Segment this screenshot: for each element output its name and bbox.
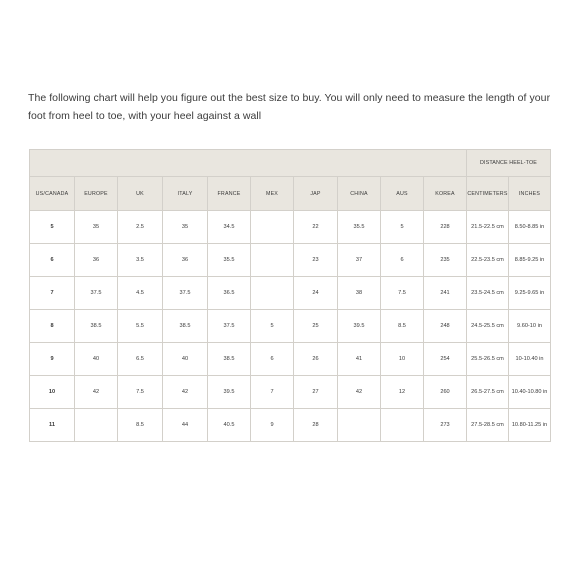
table-cell: 9 <box>30 343 75 376</box>
table-row <box>30 211 551 244</box>
column-header: UK <box>118 177 163 211</box>
table-cell: 5 <box>251 310 294 343</box>
table-cell: 5 <box>381 211 424 244</box>
table-cell: 38.5 <box>75 310 118 343</box>
column-header: INCHES <box>509 177 551 211</box>
table-cell: 235 <box>424 244 467 277</box>
column-header: KOREA <box>424 177 467 211</box>
table-cell: 23 <box>294 244 338 277</box>
table-cell: 21.5-22.5 cm <box>467 211 509 244</box>
table-cell: 7 <box>251 376 294 409</box>
table-cell: 25 <box>294 310 338 343</box>
table-cell: 8.5 <box>118 409 163 442</box>
table-cell: 23.5-24.5 cm <box>467 277 509 310</box>
table-cell: 12 <box>381 376 424 409</box>
table-cell: 37.5 <box>75 277 118 310</box>
table-cell: 40 <box>75 343 118 376</box>
table-cell: 8.5 <box>381 310 424 343</box>
table-cell: 9.25-9.65 in <box>509 277 551 310</box>
table-cell: 6.5 <box>118 343 163 376</box>
table-cell: 254 <box>424 343 467 376</box>
table-cell: 10 <box>30 376 75 409</box>
table-cell: 248 <box>424 310 467 343</box>
table-cell <box>381 409 424 442</box>
table-cell: 6 <box>30 244 75 277</box>
table-cell: 241 <box>424 277 467 310</box>
table-cell: 35 <box>75 211 118 244</box>
table-cell: 26.5-27.5 cm <box>467 376 509 409</box>
table-cell: 34.5 <box>208 211 251 244</box>
table-cell: 10.40-10.80 in <box>509 376 551 409</box>
table-cell: 5.5 <box>118 310 163 343</box>
size-guide-intro: The following chart will help you figure out the best size to buy. You will only need to measure the length of your foot from heel to toe, with your heel against a wall <box>28 91 551 122</box>
table-cell: 28 <box>294 409 338 442</box>
table-cell: 27 <box>294 376 338 409</box>
table-cell: 35 <box>163 211 208 244</box>
table-cell: 10 <box>381 343 424 376</box>
table-cell: 8.85-9.25 in <box>509 244 551 277</box>
table-cell <box>251 211 294 244</box>
table-cell <box>251 244 294 277</box>
table-cell: 7 <box>30 277 75 310</box>
table-cell: 260 <box>424 376 467 409</box>
column-header: ITALY <box>163 177 208 211</box>
column-header: CHINA <box>338 177 381 211</box>
table-row <box>30 409 551 442</box>
table-row <box>30 376 551 409</box>
table-cell: 24 <box>294 277 338 310</box>
table-cell: 7.5 <box>118 376 163 409</box>
table-cell: 25.5-26.5 cm <box>467 343 509 376</box>
table-cell: 27.5-28.5 cm <box>467 409 509 442</box>
column-header: AUS <box>381 177 424 211</box>
column-header: MEX <box>251 177 294 211</box>
table-cell: 40.5 <box>208 409 251 442</box>
table-cell: 9.60-10 in <box>509 310 551 343</box>
table-column-header-row <box>30 177 551 211</box>
table-row <box>30 343 551 376</box>
table-cell: 36 <box>75 244 118 277</box>
table-cell: 38.5 <box>208 343 251 376</box>
table-cell: 5 <box>30 211 75 244</box>
table-cell: 11 <box>30 409 75 442</box>
column-header: EUROPE <box>75 177 118 211</box>
distance-heel-toe-header: DISTANCE HEEL-TOE <box>467 150 551 177</box>
table-row <box>30 277 551 310</box>
table-cell: 6 <box>381 244 424 277</box>
table-cell: 273 <box>424 409 467 442</box>
table-cell: 24.5-25.5 cm <box>467 310 509 343</box>
table-cell: 37.5 <box>163 277 208 310</box>
table-cell: 22.5-23.5 cm <box>467 244 509 277</box>
column-header: FRANCE <box>208 177 251 211</box>
column-header: US/CANADA <box>30 177 75 211</box>
table-cell: 8.50-8.85 in <box>509 211 551 244</box>
column-header: CENTIMETERS <box>467 177 509 211</box>
table-cell: 8 <box>30 310 75 343</box>
table-cell: 9 <box>251 409 294 442</box>
table-cell: 38.5 <box>163 310 208 343</box>
table-cell: 37.5 <box>208 310 251 343</box>
table-cell: 7.5 <box>381 277 424 310</box>
table-cell <box>75 409 118 442</box>
table-cell: 36 <box>163 244 208 277</box>
column-header: JAP <box>294 177 338 211</box>
size-chart-table <box>29 149 551 442</box>
table-cell: 22 <box>294 211 338 244</box>
table-row <box>30 244 551 277</box>
table-cell: 39.5 <box>338 310 381 343</box>
table-cell: 36.5 <box>208 277 251 310</box>
table-cell <box>338 409 381 442</box>
table-cell: 3.5 <box>118 244 163 277</box>
table-group-header-row <box>30 150 551 177</box>
table-cell <box>251 277 294 310</box>
table-cell: 26 <box>294 343 338 376</box>
table-cell: 38 <box>338 277 381 310</box>
table-cell: 42 <box>75 376 118 409</box>
table-cell: 42 <box>163 376 208 409</box>
table-cell: 228 <box>424 211 467 244</box>
table-cell: 37 <box>338 244 381 277</box>
table-cell: 40 <box>163 343 208 376</box>
group-header-spacer <box>30 150 467 177</box>
table-cell: 10-10.40 in <box>509 343 551 376</box>
table-cell: 41 <box>338 343 381 376</box>
table-cell: 2.5 <box>118 211 163 244</box>
table-body <box>30 211 551 442</box>
table-cell: 39.5 <box>208 376 251 409</box>
table-cell: 35.5 <box>208 244 251 277</box>
table-cell: 10.80-11.25 in <box>509 409 551 442</box>
table-cell: 6 <box>251 343 294 376</box>
table-cell: 42 <box>338 376 381 409</box>
table-row <box>30 310 551 343</box>
table-cell: 4.5 <box>118 277 163 310</box>
table-cell: 44 <box>163 409 208 442</box>
table-cell: 35.5 <box>338 211 381 244</box>
